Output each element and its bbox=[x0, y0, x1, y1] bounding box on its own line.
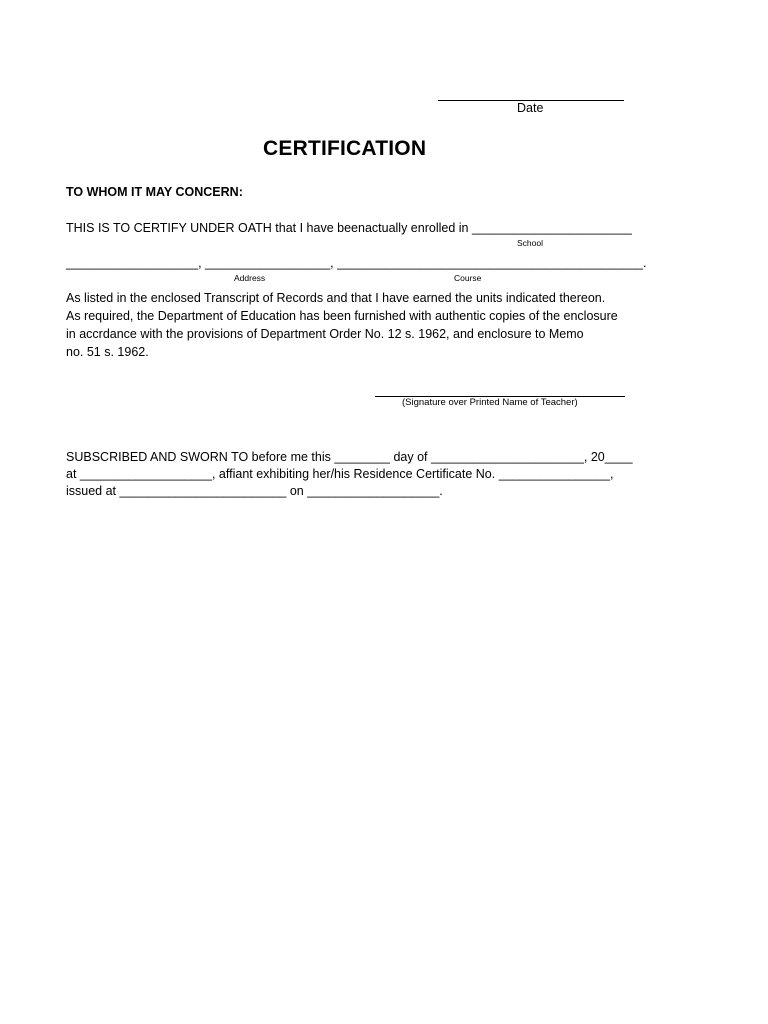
document-title: CERTIFICATION bbox=[263, 137, 427, 160]
paragraph-line: no. 51 s. 1962. bbox=[66, 345, 149, 359]
address-caption: Address bbox=[234, 273, 266, 283]
oath-line: issued at ________________________ on ___________________. bbox=[66, 484, 443, 498]
address-course-blanks: ___________________, __________________, ____________________________________________. bbox=[66, 256, 647, 270]
paragraph-line: in accrdance with the provisions of Department Order No. 12 s. 1962, and enclosure to Memo bbox=[66, 327, 584, 341]
oath-line: SUBSCRIBED AND SWORN TO before me this ________ day of ______________________, 20____ bbox=[66, 450, 633, 464]
certify-statement: THIS IS TO CERTIFY UNDER OATH that I have beenactually enrolled in _______________________ bbox=[66, 221, 632, 235]
salutation: TO WHOM IT MAY CONCERN: bbox=[66, 185, 243, 199]
school-caption: School bbox=[517, 238, 543, 248]
date-label: Date bbox=[517, 101, 544, 115]
signature-caption: (Signature over Printed Name of Teacher) bbox=[402, 397, 578, 408]
paragraph-line: As required, the Department of Education has been furnished with authentic copies of the enclosure bbox=[66, 309, 618, 323]
paragraph-line: As listed in the enclosed Transcript of Records and that I have earned the units indicated thereon. bbox=[66, 291, 606, 305]
course-caption: Course bbox=[454, 273, 482, 283]
oath-line: at ___________________, affiant exhibiting her/his Residence Certificate No. ________________, bbox=[66, 467, 614, 481]
